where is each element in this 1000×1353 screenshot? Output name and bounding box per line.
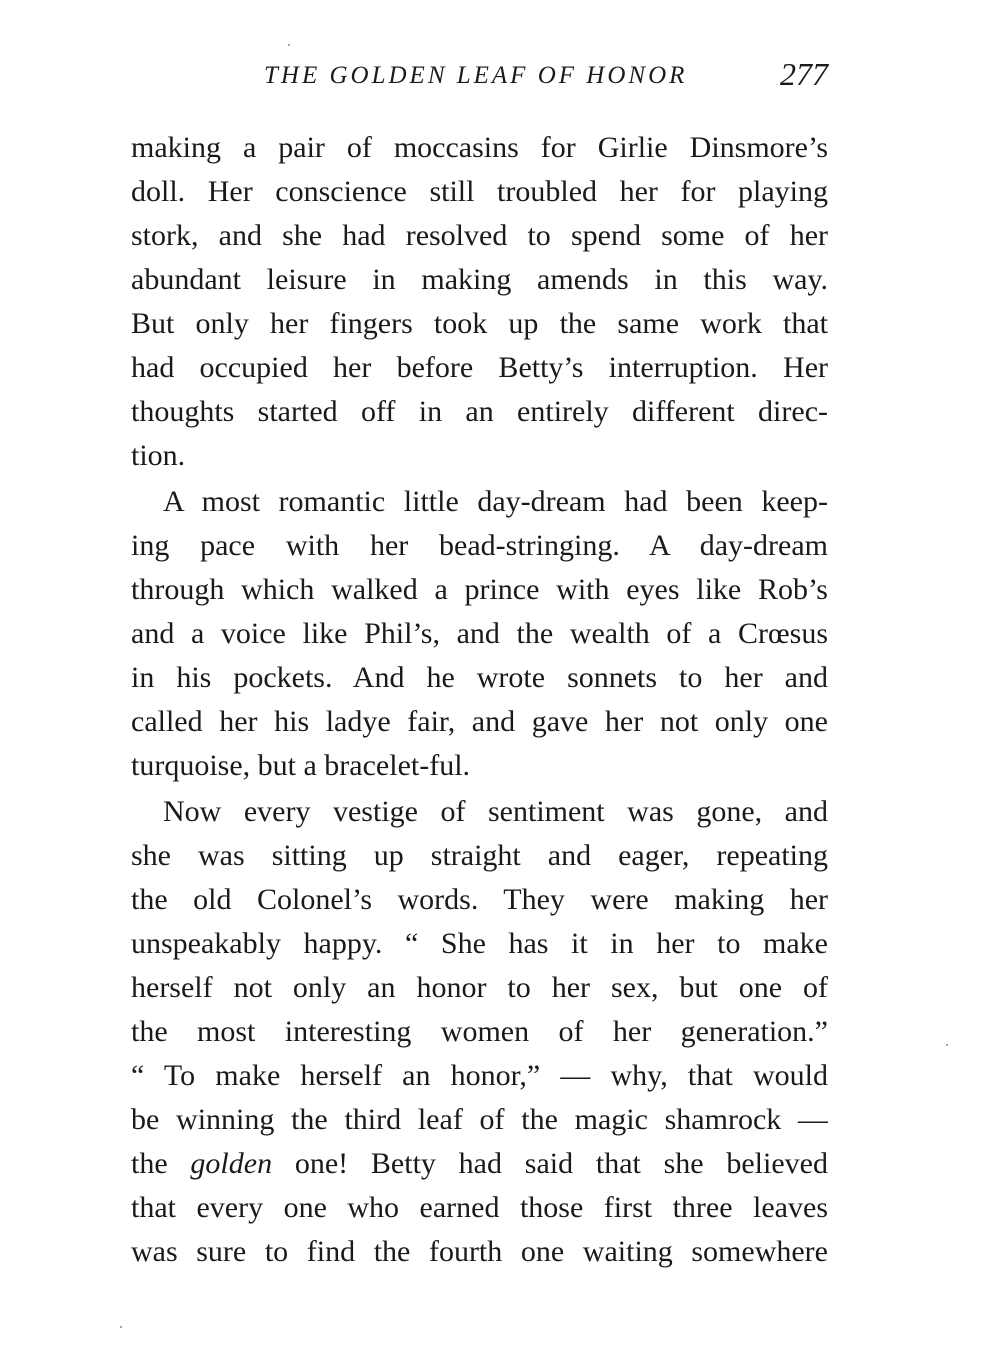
- scan-speck: [946, 1044, 948, 1046]
- text-line: herself not only an honor to her sex, but one of: [131, 971, 828, 1004]
- text-line: through which walked a prince with eyes like Rob’s: [131, 573, 828, 606]
- text-line: tion.: [131, 439, 186, 472]
- text-line: A most romantic little day-dream had been keep-: [163, 485, 828, 518]
- text-line: in his pockets. And he wrote sonnets to her and: [131, 661, 828, 694]
- running-head: [130, 56, 828, 102]
- text-line: unspeakably happy. “ She has it in her to make: [131, 927, 828, 960]
- paragraph-1: [131, 126, 828, 478]
- paragraph-3: [131, 790, 828, 1274]
- page-number: 277: [780, 56, 828, 92]
- text-line: she was sitting up straight and eager, repeating: [131, 839, 828, 872]
- text-line: was sure to find the fourth one waiting somewhere: [131, 1235, 828, 1268]
- text-line: had occupied her before Betty’s interruption. Her: [131, 351, 828, 384]
- text-line: and a voice like Phil’s, and the wealth of a Crœsus: [131, 617, 828, 650]
- text-line: stork, and she had resolved to spend some of her: [131, 219, 828, 252]
- text-line: doll. Her conscience still troubled her for playing: [131, 175, 828, 208]
- text-line: “ To make herself an honor,” — why, that would: [131, 1059, 828, 1092]
- scan-speck: [288, 44, 290, 46]
- text-line: that every one who earned those first three leaves: [131, 1191, 828, 1224]
- text-line: called her his ladye fair, and gave her not only one: [131, 705, 828, 738]
- scan-speck: [120, 1326, 122, 1328]
- text-line: the old Colonel’s words. They were making her: [131, 883, 828, 916]
- italic-word: golden: [190, 1147, 273, 1180]
- text-line: making a pair of moccasins for Girlie Dinsmore’s: [131, 131, 828, 164]
- text-line: Now every vestige of sentiment was gone, and: [163, 795, 828, 828]
- text-line: But only her fingers took up the same work that: [131, 307, 828, 340]
- text-line: ing pace with her bead-stringing. A day-dream: [131, 529, 828, 562]
- text-line: thoughts started off in an entirely different direc-: [131, 395, 828, 428]
- text-line-with-italic: [131, 1142, 828, 1186]
- running-title: THE GOLDEN LEAF OF HONOR: [264, 62, 688, 89]
- text-line: abundant leisure in making amends in this way.: [131, 263, 828, 296]
- text-line: turquoise, but a bracelet-ful.: [131, 749, 471, 782]
- text-line: be winning the third leaf of the magic shamrock —: [131, 1103, 828, 1136]
- body-text: [131, 126, 828, 1274]
- paragraph-2: [131, 480, 828, 788]
- text-line: the most interesting women of her generation.”: [131, 1015, 828, 1048]
- text-fragment: the: [131, 1147, 191, 1180]
- text-fragment: one! Betty had said that she believed: [272, 1147, 828, 1180]
